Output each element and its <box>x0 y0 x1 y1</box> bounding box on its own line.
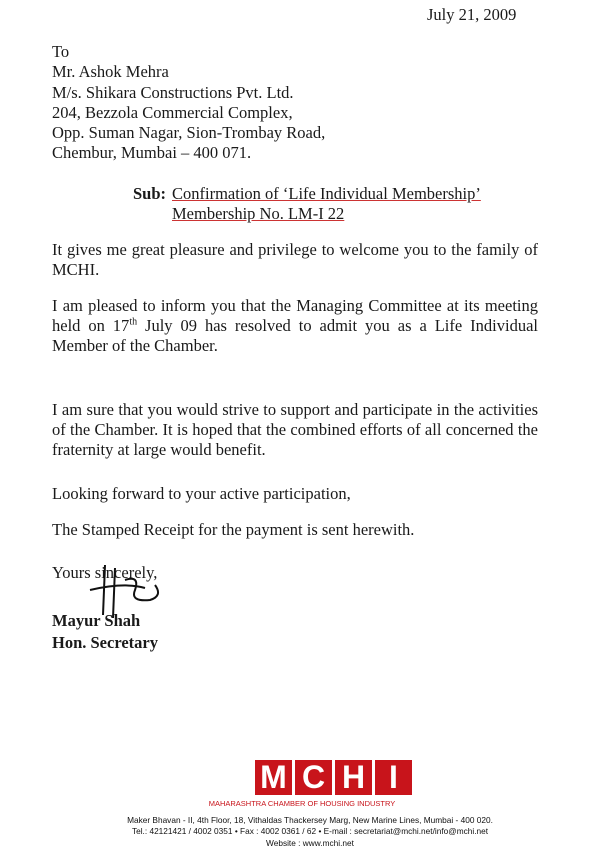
text: July 09 has resolved to admit you as a Life Individual Member of the Chamber. <box>52 316 538 355</box>
salutation: Yours sincerely, <box>52 563 158 582</box>
to-label: To <box>52 42 70 61</box>
paragraph-participation: Looking forward to your active participation, <box>52 484 351 503</box>
signatory-title: Hon. Secretary <box>52 633 159 652</box>
logo-letter: H <box>335 760 372 795</box>
recipient-company: M/s. Shikara Constructions Pvt. Ltd. <box>52 82 294 102</box>
address-line: 204, Bezzola Commercial Complex, <box>52 102 293 122</box>
logo-letter: I <box>375 760 412 795</box>
paragraph-support: I am sure that you would strive to support and participate in the activities of the Chamber. It is hoped that the combined efforts of all concerned the fraternity at large would benefit. <box>52 400 538 459</box>
recipient-name: Mr. Ashok Mehra <box>52 62 169 82</box>
signatory-name: Mayur Shah <box>52 611 141 630</box>
footer-address: Maker Bhavan - II, 4th Floor, 18, Vithaldas Thackersey Marg, New Marine Lines, Mumbai - 400 020. <box>127 815 493 825</box>
paragraph-welcome: It gives me great pleasure and privilege to welcome you to the family of MCHI. <box>52 240 538 279</box>
letter-date: July 21, 2009 <box>427 5 517 24</box>
logo-letter: C <box>295 760 332 795</box>
subject-line-2: Membership No. LM-I 22 <box>172 204 345 223</box>
paragraph-receipt: The Stamped Receipt for the payment is sent herewith. <box>52 520 415 539</box>
footer-website: Website : www.mchi.net <box>266 838 354 848</box>
mchi-logo <box>255 760 412 795</box>
recipient-address <box>52 42 325 164</box>
superscript: th <box>129 316 138 328</box>
paragraph-committee <box>52 296 538 356</box>
org-name: MAHARASHTRA CHAMBER OF HOUSING INDUSTRY <box>208 799 396 808</box>
logo-letter: M <box>255 760 292 795</box>
subject-label: Sub: <box>133 184 167 203</box>
subject-line-1: Confirmation of ‘Life Individual Membership’ <box>172 184 481 203</box>
text: I am pleased to inform you that the Managing Committee at its meeting held on 17 <box>52 296 538 335</box>
address-line: Chembur, Mumbai – 400 071. <box>52 143 252 163</box>
footer-contact: Tel.: 42121421 / 4002 0351 • Fax : 4002 0361 / 62 • E-mail : secretariat@mchi.net/info@mchi.net <box>131 826 489 836</box>
address-line: Opp. Suman Nagar, Sion-Trombay Road, <box>52 123 326 143</box>
